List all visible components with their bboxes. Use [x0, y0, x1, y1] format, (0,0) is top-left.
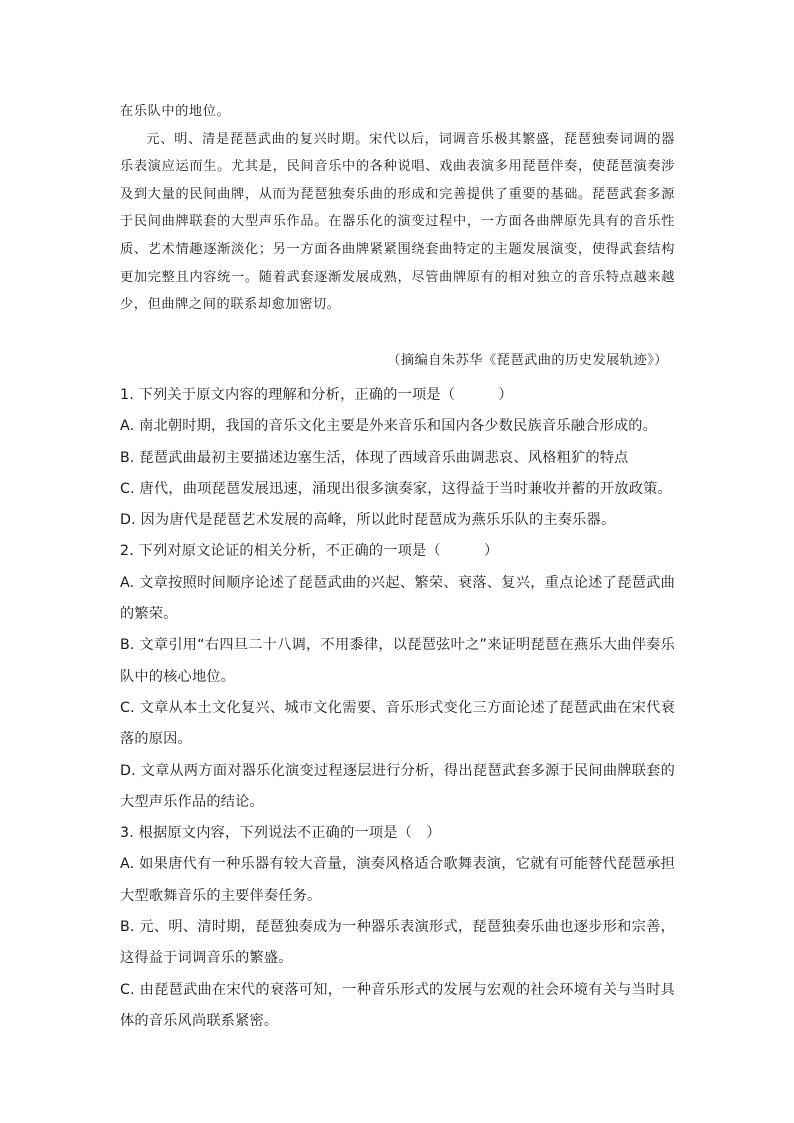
question-1-stem: 1. 下列关于原文内容的理解和分析，正确的一项是（ ） — [120, 387, 513, 403]
question-2-stem: 2. 下列对原文论证的相关分析，不正确的一项是（ ） — [120, 543, 499, 560]
question-1-option-b: B. 琵琶武曲最初主要描述边塞生活，体现了西域音乐曲调悲哀、风格粗犷的特点 — [120, 449, 629, 466]
question-list — [120, 380, 675, 1037]
question-2-option-d: D. 文章从两方面对器乐化演变过程逐层进行分析，得出琵琶武套多源于民间曲牌联套的大型声乐作品的结论。 — [120, 762, 675, 810]
reading-passage — [120, 98, 675, 319]
question-3-option-c: C. 由琵琶武曲在宋代的衰落可知，一种音乐形式的发展与宏观的社会环境有关与当时具体的音乐风尚联系紧密。 — [120, 981, 675, 1029]
question-1-option-a: A. 南北朝时期，我国的音乐文化主要是外来音乐和国内各少数民族音乐融合形成的。 — [120, 418, 658, 435]
passage-paragraph: 元、明、清是琵琶武曲的复兴时期。宋代以后，词调音乐极其繁盛，琵琶独奏词调的器乐表演应运而生。尤其是，民间音乐中的各种说唱、戏曲表演多用琵琶伴奏，使琵琶演奏涉及到大量的民间曲牌，从而为琵琶独奏乐曲的形成和完善提供了重要的基础。琵琶武套多源于民间曲牌联套的大型声乐作品。在器乐化的演变过程中，一方面各曲牌原先具有的音乐性质、艺术情趣逐渐淡化；另一方面各曲牌紧紧围绕套曲特定的主题发展演变，使得武套结构更加完整且内容统一。随着武套逐渐发展成熟，尽管曲牌原有的相对独立的音乐特点越来越少，但曲牌之间的联系却愈加密切。 — [120, 131, 675, 313]
question-3-stem: 3. 根据原文内容，下列说法不正确的一项是（ ） — [120, 825, 441, 842]
passage-source-citation: （摘编自朱苏华《琵琶武曲的历史发展轨迹》） — [387, 353, 668, 368]
question-2-option-c: C. 文章从本土文化复兴、城市文化需要、音乐形式变化三方面论述了琵琶武曲在宋代衰落的原因。 — [120, 699, 675, 748]
question-1-option-c: C. 唐代，曲项琵琶发展迅速，涌现出很多演奏家，这得益于当时兼收并蓄的开放政策。 — [120, 480, 672, 497]
question-3-option-b: B. 元、明、清时期，琵琶独奏成为一种器乐表演形式，琵琶独奏乐曲也逐步形和宗善，这得益于词调音乐的繁盛。 — [120, 919, 675, 967]
question-1-option-d: D. 因为唐代是琵琶艺术发展的高峰，所以此时琵琶成为燕乐乐队的主奏乐器。 — [120, 512, 616, 529]
question-2-option-a: A. 文章按照时间顺序论述了琵琶武曲的兴起、繁荣、衰落、复兴，重点论述了琵琶武曲的繁荣。 — [120, 574, 675, 623]
question-3-option-a: A. 如果唐代有一种乐器有较大音量，演奏风格适合歌舞表演，它就有可能替代琵琶承担大型歌舞音乐的主要伴奏任务。 — [120, 856, 675, 904]
question-2-option-b: B. 文章引用“右四旦二十八调，不用黍律，以琵琶弦叶之”来证明琵琶在燕乐大曲伴奏乐队中的核心地位。 — [120, 637, 675, 685]
passage-line-continued: 在乐队中的地位。 — [120, 104, 231, 119]
